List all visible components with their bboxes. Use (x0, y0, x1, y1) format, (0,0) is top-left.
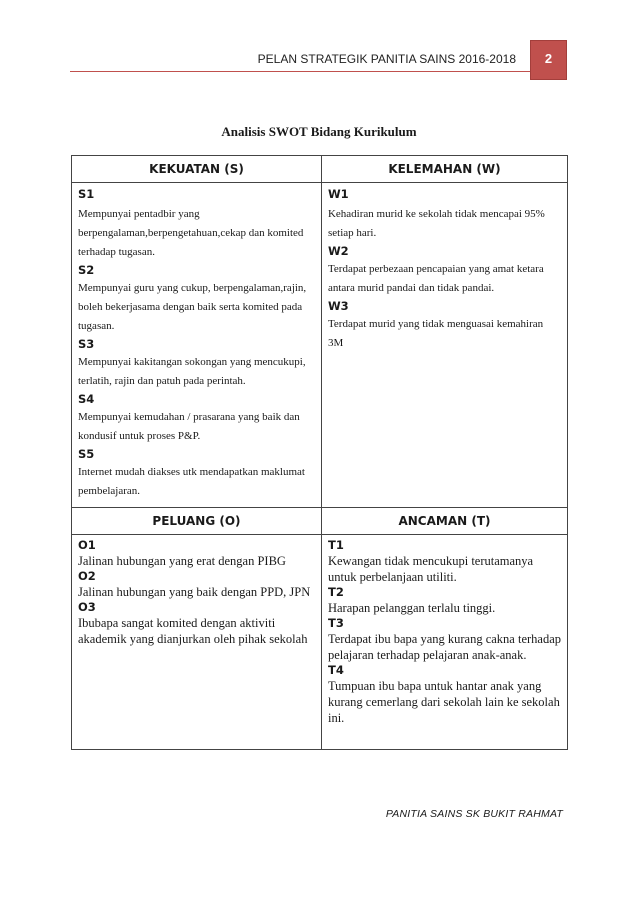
threat-label: T2 (327, 585, 344, 599)
strength-text: Mempunyai pentadbir yang berpengalaman,berpengetahuan,cekap dan komited terhadap tugasan. (78, 208, 304, 258)
weaknesses-cell (321, 183, 567, 508)
weakness-label: W3 (327, 299, 349, 313)
opportunities-cell (72, 535, 322, 750)
weakness-text: Terdapat murid yang tidak menguasai kemahiran 3M (327, 318, 544, 349)
strength-label: S5 (78, 447, 95, 461)
threat-text: Tumpuan ibu bapa untuk hantar anak yang kurang cemerlang dari sekolah lain ke sekolah ini. (327, 679, 560, 725)
strength-text: Mempunyai kakitangan sokongan yang mencukupi, terlatih, rajin dan patuh pada perintah. (78, 356, 306, 387)
document-title: Analisis SWOT Bidang Kurikulum (221, 124, 417, 139)
threats-cell (321, 535, 567, 750)
page-footer: PANITIA SAINS SK BUKIT RAHMAT (385, 808, 563, 820)
strength-label: S3 (78, 337, 95, 351)
threat-text: Kewangan tidak mencukupi terutamanya untuk perbelanjaan utiliti. (327, 554, 534, 584)
strength-text: Internet mudah diakses utk mendapatkan maklumat pembelajaran. (78, 466, 305, 497)
opportunity-label: O1 (78, 538, 96, 552)
header-title: PELAN STRATEGIK PANITIA SAINS 2016-2018 (257, 52, 516, 66)
weakness-label: W2 (327, 244, 349, 258)
threat-label: T4 (327, 663, 344, 677)
threat-text: Harapan pelanggan terlalu tinggi. (327, 601, 496, 615)
weakness-text: Kehadiran murid ke sekolah tidak mencapai 95% setiap hari. (327, 208, 545, 239)
strength-label: S1 (78, 187, 95, 201)
opportunity-label: O3 (78, 600, 96, 614)
strength-label: S4 (78, 392, 95, 406)
weakness-label: W1 (327, 187, 349, 201)
page-number-badge: 2 (530, 40, 567, 80)
swot-table (71, 155, 568, 750)
opportunities-heading: PELUANG (O) (72, 508, 322, 535)
threat-label: T3 (327, 616, 344, 630)
opportunity-text: Jalinan hubungan yang baik dengan PPD, JPN (78, 585, 311, 599)
strength-label: S2 (78, 263, 95, 277)
weakness-text: Terdapat perbezaan pencapaian yang amat ketara antara murid pandai dan tidak pandai. (327, 263, 544, 294)
opportunity-label: O2 (78, 569, 96, 583)
strength-text: Mempunyai kemudahan / prasarana yang baik dan kondusif untuk proses P&P. (78, 411, 300, 442)
opportunity-text: Jalinan hubungan yang erat dengan PIBG (78, 554, 286, 568)
strength-text: Mempunyai guru yang cukup, berpengalaman,rajin, boleh bekerjasama dengan baik serta komited pada tugasan. (78, 282, 307, 332)
strengths-heading: KEKUATAN (S) (72, 156, 322, 183)
threat-text: Terdapat ibu bapa yang kurang cakna terhadap pelajaran terhadap pelajaran anak-anak. (327, 632, 562, 662)
opportunity-text: Ibubapa sangat komited dengan aktiviti akademik yang dianjurkan oleh pihak sekolah (78, 616, 308, 646)
threats-heading: ANCAMAN (T) (321, 508, 567, 535)
threat-label: T1 (327, 538, 344, 552)
strengths-cell (72, 183, 322, 508)
header-divider (70, 71, 532, 72)
weaknesses-heading: KELEMAHAN (W) (321, 156, 567, 183)
